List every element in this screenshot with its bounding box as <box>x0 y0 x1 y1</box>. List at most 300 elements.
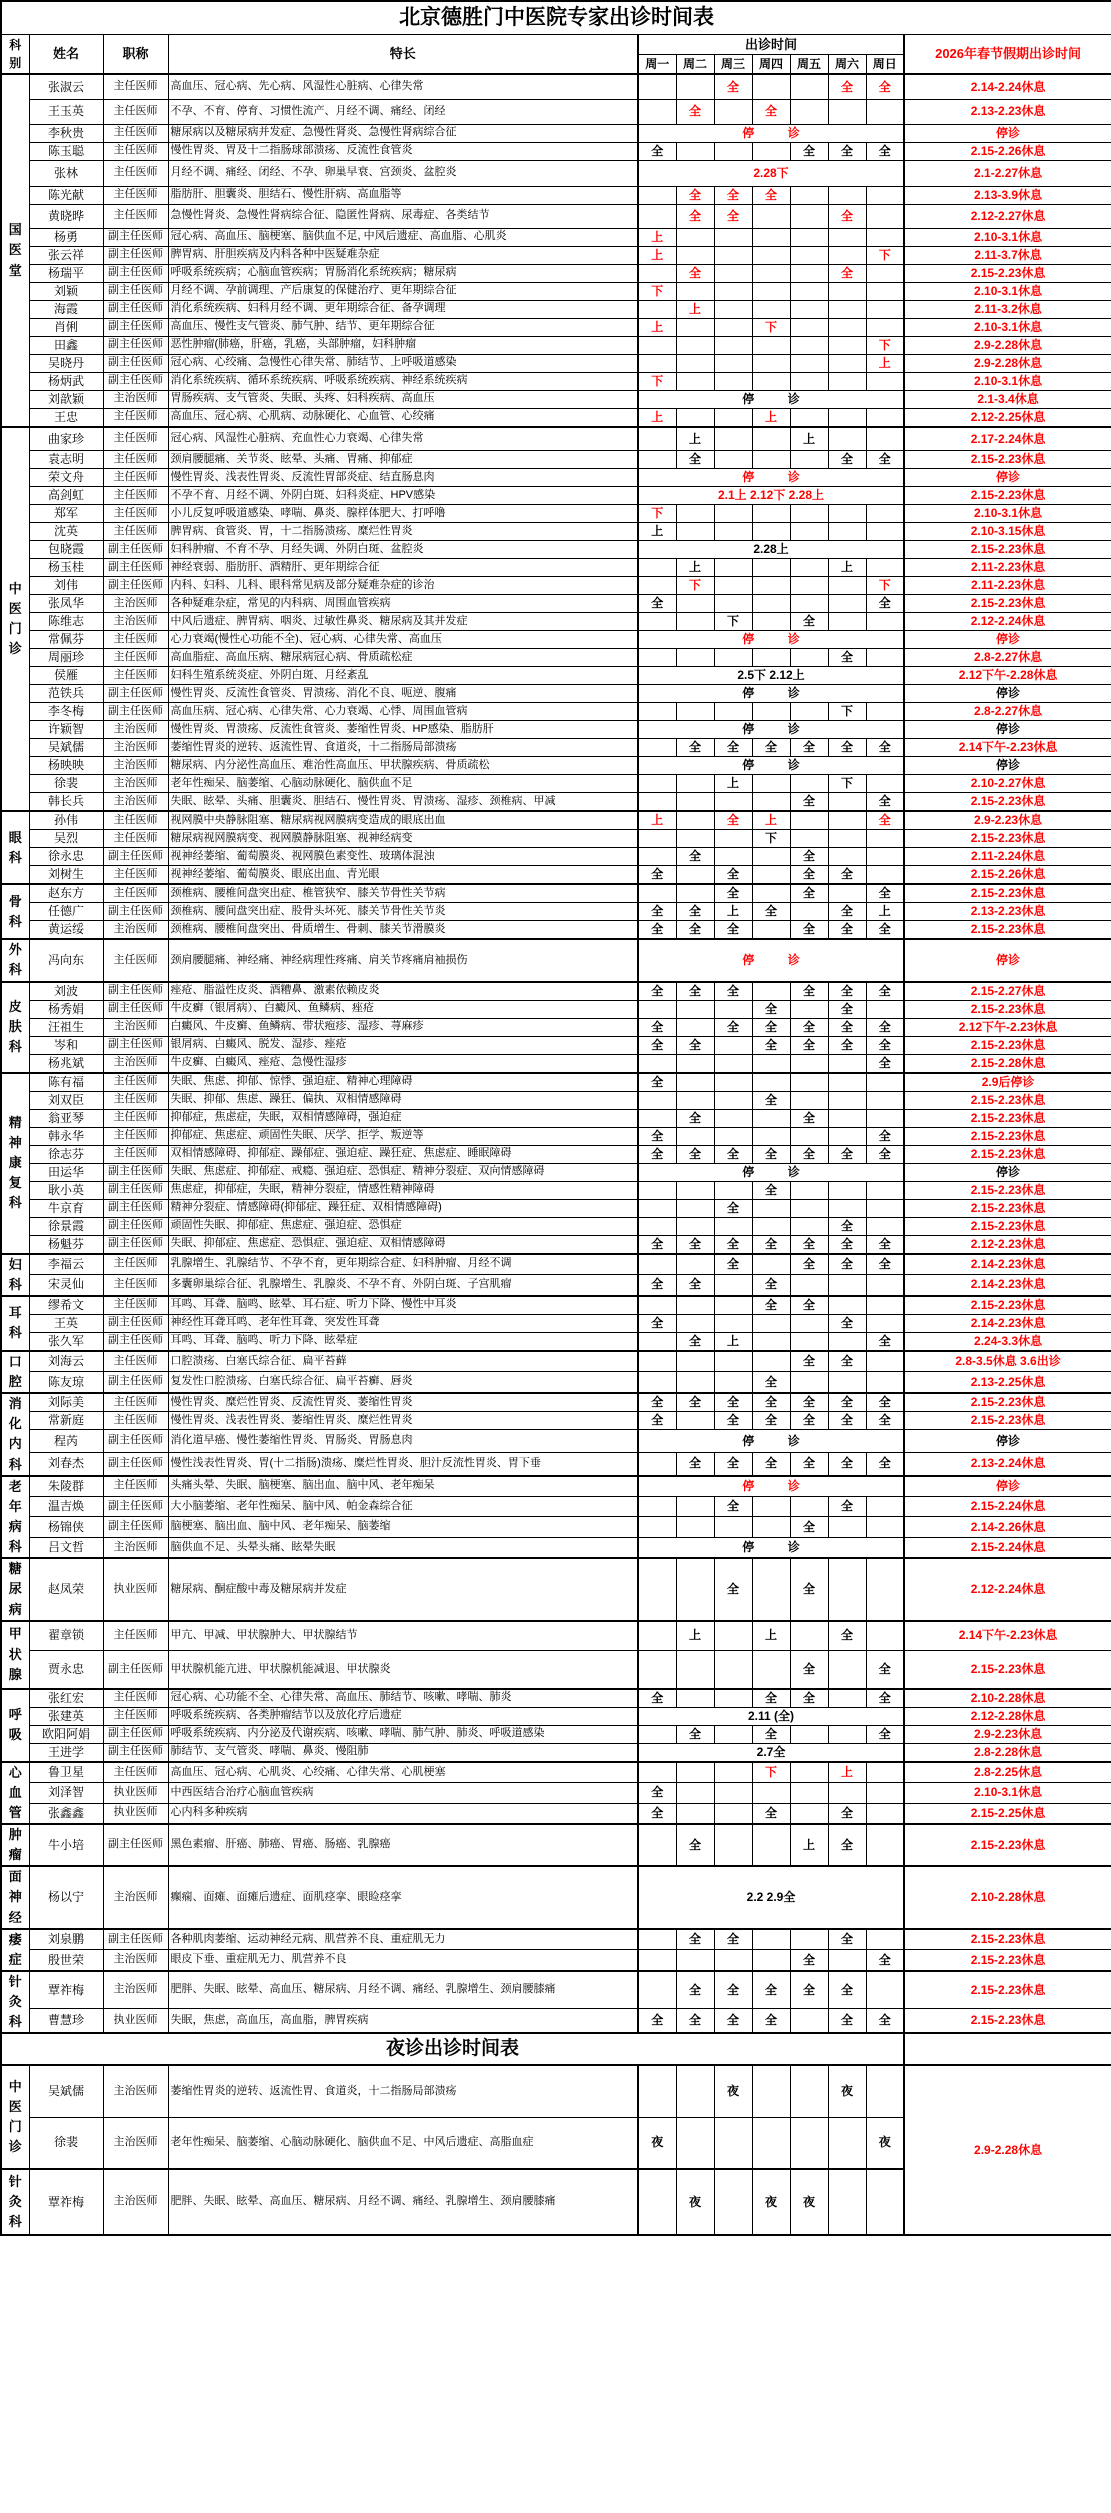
doctor-row <box>1 1036 1111 1054</box>
holiday-cell: 停诊 <box>904 721 1111 739</box>
doctor-specialty: 妇科生殖系统炎症、外阴白斑、月经紊乱 <box>168 667 638 685</box>
schedule-cell <box>638 1971 676 2008</box>
schedule-cell <box>676 336 714 354</box>
doctor-job-title: 副主任医师 <box>103 264 168 282</box>
doctor-name: 李福云 <box>29 1254 103 1275</box>
doctor-row <box>1 1145 1111 1163</box>
schedule-cell <box>866 1073 904 1092</box>
doctor-row <box>1 613 1111 631</box>
schedule-cell <box>828 1127 866 1145</box>
doctor-specialty: 脑梗塞、脑出血、脑中风、老年痴呆、脑萎缩 <box>168 1517 638 1537</box>
holiday-cell: 2.12-2.25休息 <box>904 408 1111 427</box>
doctor-name: 王忠 <box>29 408 103 427</box>
doctor-name: 陈友琼 <box>29 1372 103 1393</box>
schedule-cell <box>790 505 828 523</box>
schedule-cell: 全 <box>676 99 714 124</box>
schedule-cell: 全 <box>790 866 828 885</box>
doctor-row <box>1 354 1111 372</box>
doctor-specialty: 中西医结合治疗心脑血管疾病 <box>168 1783 638 1803</box>
schedule-cell <box>752 1127 790 1145</box>
doctor-job-title: 主任医师 <box>103 505 168 523</box>
doctor-row <box>1 1351 1111 1372</box>
schedule-cell <box>714 2117 752 2169</box>
schedule-cell: 全 <box>714 1235 752 1254</box>
header-day-1: 周一 <box>638 55 676 74</box>
schedule-cell: 全 <box>790 848 828 866</box>
schedule-cell: 全 <box>714 982 752 1001</box>
schedule-cell <box>676 703 714 721</box>
schedule-cell <box>714 1950 752 1971</box>
doctor-specialty: 消化道早癌、慢性萎缩性胃炎、胃肠炎、胃肠息肉 <box>168 1430 638 1453</box>
doctor-specialty: 月经不调、孕前调理、产后康复的保健治疗、更年期综合征 <box>168 282 638 300</box>
schedule-cell: 全 <box>676 921 714 940</box>
schedule-cell <box>638 1453 676 1476</box>
schedule-cell: 全 <box>790 1651 828 1689</box>
doctor-row <box>1 1109 1111 1127</box>
schedule-cell: 全 <box>638 1127 676 1145</box>
schedule-cell <box>676 246 714 264</box>
schedule-cell <box>752 300 790 318</box>
schedule-cell: 上 <box>790 427 828 451</box>
schedule-cell <box>676 1199 714 1217</box>
schedule-cell <box>790 1762 828 1783</box>
schedule-cell: 下 <box>676 577 714 595</box>
schedule-cell <box>676 1181 714 1199</box>
doctor-row <box>1 1783 1111 1803</box>
doctor-name: 周丽珍 <box>29 649 103 667</box>
schedule-cell <box>714 1296 752 1315</box>
schedule-cell <box>828 1783 866 1803</box>
schedule-cell: 全 <box>828 1235 866 1254</box>
doctor-specialty: 高血压、慢性支气管炎、肺气肿、结节、更年期综合征 <box>168 318 638 336</box>
schedule-cell <box>676 1127 714 1145</box>
schedule-cell: 全 <box>790 739 828 757</box>
schedule-cell <box>828 793 866 812</box>
doctor-name: 刘歆颖 <box>29 390 103 408</box>
schedule-cell: 全 <box>828 739 866 757</box>
schedule-cell: 全 <box>676 1824 714 1866</box>
doctor-name: 王进学 <box>29 1743 103 1762</box>
dept-label: 消化内科 <box>1 1393 29 1476</box>
schedule-cell: 上 <box>752 408 790 427</box>
doctor-name: 鲁卫星 <box>29 1762 103 1783</box>
schedule-cell: 全 <box>752 1145 790 1163</box>
holiday-cell: 2.13-2.23休息 <box>904 903 1111 921</box>
page-title: 北京德胜门中医院专家出诊时间表 <box>1 1 1111 35</box>
schedule-cell <box>828 186 866 204</box>
schedule-cell: 下 <box>714 613 752 631</box>
schedule-cell <box>676 613 714 631</box>
doctor-specialty: 糖尿病视网膜病变、视网膜静脉阻塞、视神经病变 <box>168 830 638 848</box>
doctor-row <box>1 99 1111 124</box>
schedule-cell <box>866 848 904 866</box>
doctor-name: 张林 <box>29 160 103 186</box>
schedule-cell <box>676 1762 714 1783</box>
doctor-job-title: 主任医师 <box>103 1476 168 1497</box>
schedule-cell <box>752 264 790 282</box>
schedule-cell <box>790 186 828 204</box>
schedule-cell: 上 <box>676 1621 714 1651</box>
schedule-cell <box>752 1351 790 1372</box>
doctor-name: 沈英 <box>29 523 103 541</box>
doctor-specialty: 耳鸣、耳聋、脑鸣、眩晕、耳石症、听力下降、慢性中耳炎 <box>168 1296 638 1315</box>
schedule-cell <box>638 1372 676 1393</box>
schedule-cell <box>790 1054 828 1073</box>
schedule-cell: 全 <box>752 1181 790 1199</box>
schedule-cell: 全 <box>866 1127 904 1145</box>
schedule-cell: 全 <box>866 595 904 613</box>
schedule-cell <box>790 577 828 595</box>
doctor-specialty: 呼吸系统疾病、各类肿瘤结节以及放化疗后遗症 <box>168 1707 638 1725</box>
schedule-cell <box>866 99 904 124</box>
schedule-cell <box>676 2117 714 2169</box>
schedule-cell: 全 <box>752 1275 790 1296</box>
holiday-cell: 2.15-2.23休息 <box>904 1824 1111 1866</box>
schedule-cell: 上 <box>638 246 676 264</box>
schedule-cell <box>828 1558 866 1620</box>
schedule-cell <box>866 703 904 721</box>
schedule-cell <box>866 1783 904 1803</box>
holiday-cell: 2.15-2.23休息 <box>904 1091 1111 1109</box>
holiday-cell: 2.15-2.23休息 <box>904 264 1111 282</box>
doctor-job-title: 主治医师 <box>103 595 168 613</box>
schedule-cell: 上 <box>638 811 676 830</box>
holiday-cell: 2.17-2.24休息 <box>904 427 1111 451</box>
schedule-cell: 全 <box>638 595 676 613</box>
schedule-cell: 全 <box>714 1971 752 2008</box>
schedule-cell <box>638 1621 676 1651</box>
doctor-row <box>1 408 1111 427</box>
schedule-cell: 全 <box>638 1036 676 1054</box>
schedule-cell: 全 <box>676 1929 714 1950</box>
holiday-cell: 2.10-2.27休息 <box>904 775 1111 793</box>
doctor-job-title: 副主任医师 <box>103 541 168 559</box>
schedule-cell: 上 <box>638 228 676 246</box>
schedule-cell <box>828 300 866 318</box>
schedule-cell <box>638 451 676 469</box>
schedule-cell <box>828 1199 866 1217</box>
doctor-specialty: 肥胖、失眠、眩晕、高血压、糖尿病、月经不调、痛经、乳腺增生、颈肩腰膝痛 <box>168 1971 638 2008</box>
schedule-cell: 全 <box>828 982 866 1001</box>
schedule-cell <box>790 595 828 613</box>
schedule-cell <box>676 649 714 667</box>
doctor-name: 荣文舟 <box>29 469 103 487</box>
schedule-cell <box>828 1109 866 1127</box>
schedule-cell <box>828 1689 866 1708</box>
doctor-specialty: 抑郁症，焦虑症，失眠，双相情感障碍，强迫症 <box>168 1109 638 1127</box>
schedule-cell: 全 <box>676 982 714 1001</box>
schedule-cell: 全 <box>790 884 828 903</box>
schedule-cell <box>752 2117 790 2169</box>
schedule-cell <box>790 372 828 390</box>
schedule-cell: 全 <box>866 811 904 830</box>
holiday-cell: 停诊 <box>904 685 1111 703</box>
doctor-row <box>1 921 1111 940</box>
schedule-cell: 全 <box>638 1145 676 1163</box>
schedule-cell <box>790 1073 828 1092</box>
dept-label: 痿症 <box>1 1929 29 1971</box>
doctor-row <box>1 142 1111 160</box>
doctor-row <box>1 124 1111 142</box>
schedule-cell <box>676 1651 714 1689</box>
schedule-cell <box>752 204 790 228</box>
schedule-cell <box>714 282 752 300</box>
schedule-cell: 全 <box>676 903 714 921</box>
schedule-cell <box>676 1091 714 1109</box>
schedule-cell <box>714 2169 752 2235</box>
schedule-cell <box>752 228 790 246</box>
schedule-cell: 夜 <box>828 2065 866 2117</box>
schedule-span-cell: 停诊 <box>638 469 904 487</box>
holiday-cell: 2.15-2.23休息 <box>904 1412 1111 1430</box>
schedule-cell <box>638 354 676 372</box>
doctor-specialty: 恶性肿瘤(肺癌，肝癌，乳癌，头部肿瘤，妇科肿瘤 <box>168 336 638 354</box>
doctor-row <box>1 469 1111 487</box>
schedule-cell <box>638 1929 676 1950</box>
schedule-cell <box>714 1651 752 1689</box>
doctor-name: 吴晓丹 <box>29 354 103 372</box>
doctor-name: 杨玉桂 <box>29 559 103 577</box>
schedule-cell <box>790 903 828 921</box>
schedule-cell <box>714 649 752 667</box>
schedule-cell <box>790 228 828 246</box>
schedule-cell: 全 <box>714 1393 752 1412</box>
schedule-cell <box>638 1254 676 1275</box>
holiday-cell: 2.15-2.23休息 <box>904 1199 1111 1217</box>
schedule-cell: 全 <box>714 204 752 228</box>
schedule-cell: 全 <box>866 142 904 160</box>
doctor-job-title: 主治医师 <box>103 2117 168 2169</box>
doctor-name: 常新庭 <box>29 1412 103 1430</box>
doctor-row <box>1 1235 1111 1254</box>
schedule-cell: 全 <box>752 1091 790 1109</box>
doctor-name: 肖俐 <box>29 318 103 336</box>
schedule-cell <box>790 408 828 427</box>
schedule-cell: 全 <box>790 142 828 160</box>
schedule-cell: 全 <box>638 1018 676 1036</box>
schedule-cell <box>866 1275 904 1296</box>
doctor-name: 耿小英 <box>29 1181 103 1199</box>
schedule-cell: 上 <box>828 559 866 577</box>
schedule-cell: 全 <box>866 1036 904 1054</box>
schedule-cell: 下 <box>866 577 904 595</box>
schedule-cell <box>638 1054 676 1073</box>
schedule-cell <box>866 408 904 427</box>
header-dept: 科别 <box>1 35 29 75</box>
schedule-cell <box>752 451 790 469</box>
schedule-span-cell: 停诊 <box>638 939 904 981</box>
doctor-job-title: 主任医师 <box>103 631 168 649</box>
holiday-cell: 2.11-3.7休息 <box>904 246 1111 264</box>
schedule-cell <box>828 505 866 523</box>
holiday-cell: 2.13-3.9休息 <box>904 186 1111 204</box>
schedule-cell: 全 <box>866 451 904 469</box>
doctor-name: 牛京育 <box>29 1199 103 1217</box>
schedule-cell <box>714 1217 752 1235</box>
doctor-row <box>1 74 1111 99</box>
doctor-specialty: 头痛头晕、失眠、脑梗塞、脑出血、脑中风、老年痴呆 <box>168 1476 638 1497</box>
schedule-cell <box>828 1181 866 1199</box>
doctor-specialty: 颈肩腰腿痛、关节炎、眩晕、头痛、胃痛、抑郁症 <box>168 451 638 469</box>
doctor-name: 张建英 <box>29 1707 103 1725</box>
schedule-cell: 全 <box>828 451 866 469</box>
doctor-row <box>1 631 1111 649</box>
schedule-cell: 全 <box>790 1689 828 1708</box>
doctor-job-title: 主任医师 <box>103 1073 168 1092</box>
schedule-cell <box>790 2117 828 2169</box>
doctor-name: 刘颖 <box>29 282 103 300</box>
doctor-specialty: 肺结节、支气管炎、哮喘、鼻炎、慢阻肺 <box>168 1743 638 1762</box>
schedule-cell <box>714 1054 752 1073</box>
doctor-job-title: 主任医师 <box>103 74 168 99</box>
schedule-span-cell: 停诊 <box>638 1476 904 1497</box>
schedule-cell <box>752 1783 790 1803</box>
schedule-cell <box>638 1762 676 1783</box>
holiday-cell: 2.15-2.23休息 <box>904 1651 1111 1689</box>
doctor-name: 黄晓晔 <box>29 204 103 228</box>
doctor-job-title: 主任医师 <box>103 830 168 848</box>
holiday-cell: 停诊 <box>904 469 1111 487</box>
doctor-job-title: 主任医师 <box>103 1296 168 1315</box>
doctor-job-title: 副主任医师 <box>103 282 168 300</box>
schedule-cell <box>638 1497 676 1517</box>
schedule-cell <box>676 1217 714 1235</box>
doctor-specialty: 消化系统疾病、循环系统疾病、呼吸系统疾病、神经系统疾病 <box>168 372 638 390</box>
schedule-span-cell: 停诊 <box>638 124 904 142</box>
schedule-cell <box>828 246 866 264</box>
schedule-cell <box>828 1950 866 1971</box>
doctor-row <box>1 1430 1111 1453</box>
schedule-cell: 全 <box>828 1412 866 1430</box>
schedule-cell <box>714 408 752 427</box>
schedule-cell: 全 <box>866 739 904 757</box>
schedule-cell: 全 <box>790 982 828 1001</box>
schedule-cell <box>638 336 676 354</box>
doctor-name: 陈有福 <box>29 1073 103 1092</box>
doctor-specialty: 急慢性肾炎、急慢性肾病综合征、隐匿性肾病、尿毒症、各类结节 <box>168 204 638 228</box>
dept-label: 耳科 <box>1 1296 29 1351</box>
schedule-cell <box>752 559 790 577</box>
schedule-cell: 全 <box>866 1254 904 1275</box>
schedule-cell <box>790 523 828 541</box>
doctor-row <box>1 1517 1111 1537</box>
doctor-name: 张鑫鑫 <box>29 1803 103 1824</box>
doctor-specialty: 中风后遗症、脾胃病、咽炎、过敏性鼻炎、糖尿病及其并发症 <box>168 613 638 631</box>
doctor-row <box>1 1000 1111 1018</box>
dept-label: 外科 <box>1 939 29 981</box>
schedule-cell <box>752 595 790 613</box>
schedule-cell <box>714 848 752 866</box>
schedule-cell: 上 <box>676 427 714 451</box>
schedule-cell <box>638 1824 676 1866</box>
schedule-cell <box>752 1824 790 1866</box>
holiday-cell: 停诊 <box>904 124 1111 142</box>
schedule-cell: 全 <box>866 1689 904 1708</box>
schedule-cell: 上 <box>714 775 752 793</box>
schedule-cell <box>638 775 676 793</box>
schedule-cell <box>676 1558 714 1620</box>
doctor-name: 刘伟 <box>29 577 103 595</box>
schedule-cell: 下 <box>752 318 790 336</box>
dept-label: 甲状腺 <box>1 1621 29 1689</box>
doctor-job-title: 副主任医师 <box>103 1314 168 1332</box>
schedule-cell <box>752 1109 790 1127</box>
schedule-cell <box>752 427 790 451</box>
doctor-specialty: 焦虑症，抑郁症，失眠，精神分裂症，情感性精神障碍 <box>168 1181 638 1199</box>
schedule-cell <box>828 336 866 354</box>
doctor-name: 吴斌儒 <box>29 739 103 757</box>
doctor-job-title: 副主任医师 <box>103 1824 168 1866</box>
doctor-name: 张云祥 <box>29 246 103 264</box>
doctor-job-title: 副主任医师 <box>103 685 168 703</box>
schedule-cell: 全 <box>866 1018 904 1036</box>
doctor-name: 刘海云 <box>29 1351 103 1372</box>
doctor-specialty: 痤疮、脂溢性皮炎、酒糟鼻、激素依赖皮炎 <box>168 982 638 1001</box>
schedule-cell <box>638 99 676 124</box>
doctor-job-title: 主任医师 <box>103 523 168 541</box>
holiday-cell: 2.15-2.25休息 <box>904 1803 1111 1824</box>
holiday-cell: 2.13-2.24休息 <box>904 1453 1111 1476</box>
doctor-specialty: 眼皮下垂、重症肌无力、肌营养不良 <box>168 1950 638 1971</box>
schedule-cell: 全 <box>752 739 790 757</box>
doctor-job-title: 主任医师 <box>103 487 168 505</box>
doctor-specialty: 视神经萎缩、葡萄膜炎、眼底出血、青光眼 <box>168 866 638 885</box>
doctor-row <box>1 264 1111 282</box>
schedule-cell <box>790 336 828 354</box>
schedule-cell <box>638 793 676 812</box>
doctor-job-title: 副主任医师 <box>103 1332 168 1351</box>
holiday-cell: 2.12-2.28休息 <box>904 1707 1111 1725</box>
schedule-cell <box>752 866 790 885</box>
schedule-cell: 全 <box>638 1689 676 1708</box>
schedule-cell <box>714 1000 752 1018</box>
night-header-title: 夜诊出诊时间表 <box>1 2033 904 2065</box>
doctor-job-title: 主任医师 <box>103 1351 168 1372</box>
doctor-job-title: 主任医师 <box>103 408 168 427</box>
doctor-job-title: 主治医师 <box>103 613 168 631</box>
doctor-name: 温吉焕 <box>29 1497 103 1517</box>
doctor-name: 陈玉聪 <box>29 142 103 160</box>
holiday-cell: 2.15-2.27休息 <box>904 982 1111 1001</box>
schedule-cell <box>714 1351 752 1372</box>
schedule-cell <box>676 354 714 372</box>
doctor-row <box>1 1314 1111 1332</box>
doctor-job-title: 主治医师 <box>103 739 168 757</box>
schedule-cell <box>752 921 790 940</box>
schedule-cell <box>752 775 790 793</box>
doctor-row <box>1 390 1111 408</box>
doctor-specialty: 慢性胃炎、胃及十二指肠球部溃疡、反流性食管炎 <box>168 142 638 160</box>
schedule-cell <box>866 1497 904 1517</box>
schedule-cell <box>828 372 866 390</box>
schedule-cell <box>828 1725 866 1743</box>
schedule-cell <box>714 1109 752 1127</box>
doctor-specialty: 慢性浅表性胃炎、胃(十二指肠)溃疡、糜烂性胃炎、胆汁反流性胃炎、胃下垂 <box>168 1453 638 1476</box>
doctor-name: 张久军 <box>29 1332 103 1351</box>
schedule-cell: 全 <box>638 1314 676 1332</box>
schedule-cell <box>752 1332 790 1351</box>
holiday-cell: 2.14-2.23休息 <box>904 1254 1111 1275</box>
schedule-cell: 全 <box>790 1036 828 1054</box>
schedule-cell: 上 <box>638 523 676 541</box>
holiday-cell: 2.12下午-2.23休息 <box>904 1018 1111 1036</box>
schedule-cell <box>676 74 714 99</box>
holiday-cell: 2.15-2.23休息 <box>904 487 1111 505</box>
doctor-job-title: 副主任医师 <box>103 1235 168 1254</box>
schedule-cell: 全 <box>790 1393 828 1412</box>
schedule-cell <box>790 1000 828 1018</box>
doctor-name: 黄运绥 <box>29 921 103 940</box>
